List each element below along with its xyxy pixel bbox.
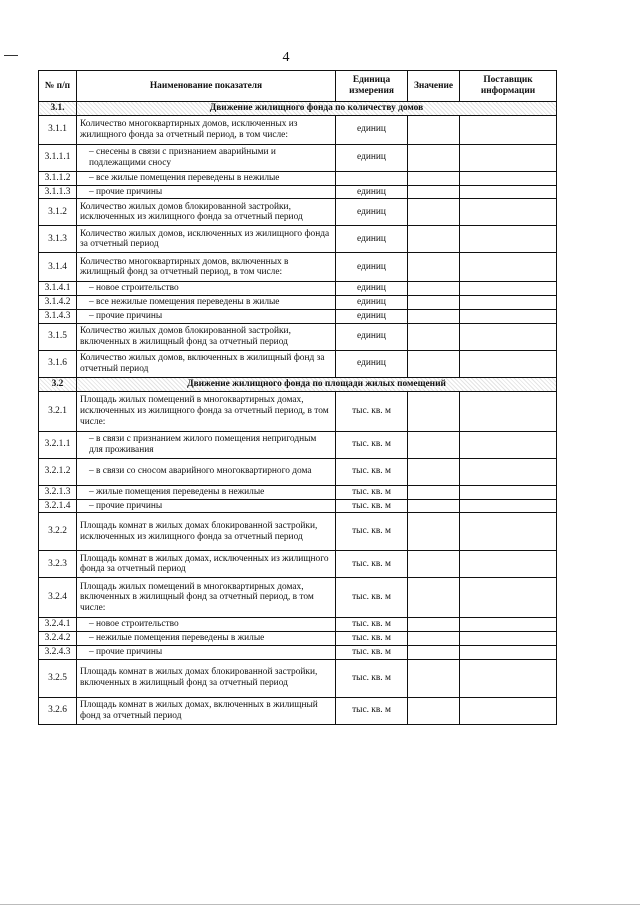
row-number: 3.1.6 <box>39 350 77 377</box>
row-number: 3.1.4.3 <box>39 310 77 324</box>
indicator-name: – прочие причины <box>77 645 336 659</box>
unit-of-measure: единиц <box>336 323 408 350</box>
supplier-cell <box>460 697 557 724</box>
table-row <box>39 144 557 171</box>
value-cell <box>408 350 460 377</box>
row-number: 3.1.1 <box>39 115 77 144</box>
unit-of-measure: тыс. кв. м <box>336 431 408 458</box>
value-cell <box>408 499 460 513</box>
indicator-name: Площадь комнат в жилых домах блокированной застройки, включенных в жилищный фонд за отчетный период <box>77 659 336 697</box>
table-body <box>39 102 557 725</box>
value-cell <box>408 226 460 253</box>
value-cell <box>408 618 460 632</box>
indicator-name: Площадь жилых помещений в многоквартирных домах, исключенных из жилищного фонда за отчетный период, в том числе: <box>77 391 336 431</box>
indicator-name: – нежилые помещения переведены в жилые <box>77 632 336 646</box>
table-row <box>39 199 557 226</box>
supplier-cell <box>460 185 557 199</box>
supplier-cell <box>460 645 557 659</box>
unit-of-measure: тыс. кв. м <box>336 499 408 513</box>
unit-of-measure: тыс. кв. м <box>336 513 408 551</box>
unit-of-measure: тыс. кв. м <box>336 391 408 431</box>
supplier-cell <box>460 144 557 171</box>
header-num: № п/п <box>39 71 77 102</box>
row-number: 3.1.4 <box>39 253 77 282</box>
header-name: Наименование показателя <box>77 71 336 102</box>
row-number: 3.1.1.2 <box>39 171 77 185</box>
supplier-cell <box>460 296 557 310</box>
indicator-name: – в связи с признанием жилого помещения непригодным для проживания <box>77 431 336 458</box>
table-row <box>39 171 557 185</box>
table-row <box>39 310 557 324</box>
supplier-cell <box>460 431 557 458</box>
indicator-name: Площадь комнат в жилых домах, исключенных из жилищного фонда за отчетный период <box>77 551 336 578</box>
value-cell <box>408 645 460 659</box>
indicator-name: – прочие причины <box>77 499 336 513</box>
supplier-cell <box>460 485 557 499</box>
value-cell <box>408 513 460 551</box>
row-number: 3.2.2 <box>39 513 77 551</box>
unit-of-measure: единиц <box>336 282 408 296</box>
margin-dash <box>4 55 18 56</box>
table-row <box>39 226 557 253</box>
supplier-cell <box>460 578 557 618</box>
value-cell <box>408 253 460 282</box>
supplier-cell <box>460 310 557 324</box>
row-number: 3.2.4.2 <box>39 632 77 646</box>
indicator-name: – новое строительство <box>77 282 336 296</box>
indicator-name: Площадь жилых помещений в многоквартирных домах, включенных в жилищный фонд за отчетный период, в том числе: <box>77 578 336 618</box>
section-number: 3.2 <box>39 377 77 391</box>
row-number: 3.2.3 <box>39 551 77 578</box>
row-number: 3.2.6 <box>39 697 77 724</box>
header-unit: Единица измерения <box>336 71 408 102</box>
supplier-cell <box>460 458 557 485</box>
table-row <box>39 458 557 485</box>
table-row <box>39 323 557 350</box>
row-number: 3.2.1.2 <box>39 458 77 485</box>
section-title: Движение жилищного фонда по площади жилых помещений <box>77 377 557 391</box>
indicator-name: – снесены в связи с признанием аварийными и подлежащими сносу <box>77 144 336 171</box>
indicator-name: Количество жилых домов, включенных в жилищный фонд за отчетный период <box>77 350 336 377</box>
supplier-cell <box>460 323 557 350</box>
row-number: 3.2.1.3 <box>39 485 77 499</box>
supplier-cell <box>460 551 557 578</box>
row-number: 3.1.4.1 <box>39 282 77 296</box>
row-number: 3.2.4.1 <box>39 618 77 632</box>
supplier-cell <box>460 171 557 185</box>
indicator-name: – новое строительство <box>77 618 336 632</box>
indicator-name: Площадь комнат в жилых домах блокированной застройки, исключенных из жилищного фонда за отчетный период <box>77 513 336 551</box>
indicator-name: – все жилые помещения переведены в нежилые <box>77 171 336 185</box>
unit-of-measure: единиц <box>336 310 408 324</box>
row-number: 3.1.1.1 <box>39 144 77 171</box>
supplier-cell <box>460 253 557 282</box>
table-header-row <box>39 71 557 102</box>
row-number: 3.1.1.3 <box>39 185 77 199</box>
table-row <box>39 499 557 513</box>
row-number: 3.2.1.1 <box>39 431 77 458</box>
unit-of-measure: тыс. кв. м <box>336 697 408 724</box>
value-cell <box>408 391 460 431</box>
supplier-cell <box>460 115 557 144</box>
table-row <box>39 578 557 618</box>
row-number: 3.2.4 <box>39 578 77 618</box>
table-row <box>39 431 557 458</box>
section-row <box>39 102 557 116</box>
unit-of-measure: тыс. кв. м <box>336 632 408 646</box>
table-row <box>39 659 557 697</box>
supplier-cell <box>460 391 557 431</box>
value-cell <box>408 632 460 646</box>
value-cell <box>408 551 460 578</box>
table-row <box>39 485 557 499</box>
indicator-name: Количество многоквартирных домов, исключенных из жилищного фонда за отчетный период, в том числе: <box>77 115 336 144</box>
table-row <box>39 296 557 310</box>
unit-of-measure: тыс. кв. м <box>336 458 408 485</box>
table-row <box>39 632 557 646</box>
value-cell <box>408 310 460 324</box>
value-cell <box>408 144 460 171</box>
supplier-cell <box>460 632 557 646</box>
indicator-name: Количество многоквартирных домов, включенных в жилищный фонд за отчетный период, в том числе: <box>77 253 336 282</box>
unit-of-measure: тыс. кв. м <box>336 578 408 618</box>
indicator-name: Площадь комнат в жилых домах, включенных в жилищный фонд за отчетный период <box>77 697 336 724</box>
value-cell <box>408 431 460 458</box>
table-row <box>39 282 557 296</box>
indicator-name: – прочие причины <box>77 310 336 324</box>
table-row <box>39 115 557 144</box>
unit-of-measure: единиц <box>336 144 408 171</box>
table-row <box>39 185 557 199</box>
indicator-name: – прочие причины <box>77 185 336 199</box>
indicator-name: Количество жилых домов блокированной застройки, включенных в жилищный фонд за отчетный период <box>77 323 336 350</box>
table-row <box>39 618 557 632</box>
unit-of-measure: единиц <box>336 253 408 282</box>
indicator-name: – жилые помещения переведены в нежилые <box>77 485 336 499</box>
unit-of-measure: единиц <box>336 115 408 144</box>
supplier-cell <box>460 513 557 551</box>
value-cell <box>408 199 460 226</box>
table-row <box>39 253 557 282</box>
supplier-cell <box>460 282 557 296</box>
header-value: Значение <box>408 71 460 102</box>
unit-of-measure <box>336 171 408 185</box>
indicator-name: – все нежилые помещения переведены в жилые <box>77 296 336 310</box>
value-cell <box>408 282 460 296</box>
table-row <box>39 391 557 431</box>
table-row <box>39 350 557 377</box>
value-cell <box>408 323 460 350</box>
table-row <box>39 697 557 724</box>
row-number: 3.1.5 <box>39 323 77 350</box>
value-cell <box>408 458 460 485</box>
section-number: 3.1. <box>39 102 77 116</box>
supplier-cell <box>460 659 557 697</box>
unit-of-measure: единиц <box>336 185 408 199</box>
row-number: 3.2.1 <box>39 391 77 431</box>
unit-of-measure: тыс. кв. м <box>336 551 408 578</box>
section-row <box>39 377 557 391</box>
value-cell <box>408 485 460 499</box>
row-number: 3.2.5 <box>39 659 77 697</box>
indicators-table <box>38 70 557 725</box>
row-number: 3.1.2 <box>39 199 77 226</box>
supplier-cell <box>460 350 557 377</box>
unit-of-measure: единиц <box>336 296 408 310</box>
indicator-name: Количество жилых домов, исключенных из жилищного фонда за отчетный период <box>77 226 336 253</box>
supplier-cell <box>460 618 557 632</box>
value-cell <box>408 578 460 618</box>
page-number: 4 <box>282 50 290 65</box>
unit-of-measure: единиц <box>336 350 408 377</box>
unit-of-measure: тыс. кв. м <box>336 618 408 632</box>
table-row <box>39 513 557 551</box>
row-number: 3.1.4.2 <box>39 296 77 310</box>
value-cell <box>408 115 460 144</box>
unit-of-measure: тыс. кв. м <box>336 645 408 659</box>
row-number: 3.2.1.4 <box>39 499 77 513</box>
table-row <box>39 645 557 659</box>
row-number: 3.2.4.3 <box>39 645 77 659</box>
unit-of-measure: единиц <box>336 226 408 253</box>
supplier-cell <box>460 226 557 253</box>
value-cell <box>408 659 460 697</box>
value-cell <box>408 697 460 724</box>
unit-of-measure: единиц <box>336 199 408 226</box>
supplier-cell <box>460 199 557 226</box>
indicator-name: – в связи со сносом аварийного многоквартирного дома <box>77 458 336 485</box>
table-row <box>39 551 557 578</box>
unit-of-measure: тыс. кв. м <box>336 659 408 697</box>
value-cell <box>408 171 460 185</box>
indicator-name: Количество жилых домов блокированной застройки, исключенных из жилищного фонда за отчетный период <box>77 199 336 226</box>
value-cell <box>408 185 460 199</box>
header-supplier: Поставщик информации <box>460 71 557 102</box>
value-cell <box>408 296 460 310</box>
row-number: 3.1.3 <box>39 226 77 253</box>
unit-of-measure: тыс. кв. м <box>336 485 408 499</box>
supplier-cell <box>460 499 557 513</box>
section-title: Движение жилищного фонда по количеству домов <box>77 102 557 116</box>
